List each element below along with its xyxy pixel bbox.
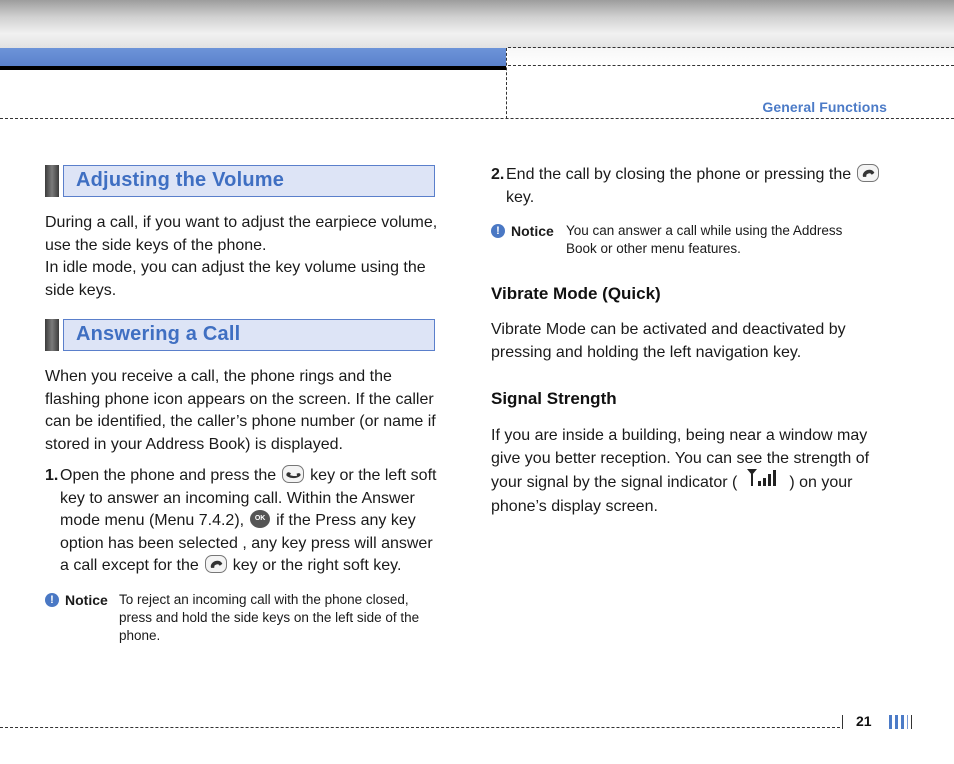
footer-dashed-rule — [0, 727, 840, 728]
footer-bar-2 — [895, 715, 898, 729]
signal-strength-paragraph: If you are inside a building, being near a window may give you better reception. You can see the strength of your signal by the signal indicator ( ) on your phone’s display screen. — [491, 427, 870, 515]
signal-strength-heading: Signal Strength — [491, 389, 617, 408]
footer-bar-4 — [907, 715, 908, 729]
header-right-panel — [508, 48, 954, 66]
notice-answer-while-using — [491, 222, 891, 258]
notice-text: You can answer a call while using the Address Book or other menu features. — [566, 223, 843, 256]
send-key-icon — [282, 465, 304, 483]
heading-title: Adjusting the Volume — [63, 165, 435, 197]
header-gradient-band — [0, 0, 954, 48]
page-number: 21 — [856, 713, 872, 729]
signal-strength-icon — [745, 468, 781, 494]
header-blue-bar — [0, 48, 506, 66]
footer-bar-3 — [901, 715, 904, 729]
step-number: 1. — [45, 467, 59, 484]
volume-paragraph-1: During a call, if you want to adjust the earpiece volume, use the side keys of the phone. — [45, 214, 438, 254]
heading-title: Answering a Call — [63, 319, 435, 351]
vibrate-mode-paragraph: Vibrate Mode can be activated and deactivated by pressing and holding the left navigation key. — [491, 321, 846, 361]
notice-reject-call — [45, 591, 445, 645]
header-dashed-rule-top — [508, 47, 954, 48]
heading-answering-call — [45, 319, 435, 351]
heading-adjusting-volume — [45, 165, 435, 197]
step-1 — [45, 465, 445, 578]
header-black-rule — [0, 66, 506, 70]
header-dashed-rule-bottom — [0, 118, 954, 119]
notice-label: Notice — [511, 223, 554, 239]
notice-icon: ! — [45, 593, 59, 607]
step-number: 2. — [491, 166, 505, 183]
heading-marker — [45, 165, 59, 197]
footer-separator — [842, 715, 843, 729]
step-body: Open the phone and press the key or the left soft key to answer an incoming call. Within the Answer mode menu (Menu 7.4.2), OK if the Press any key option has been selected , any key press will answer a call except for the key or the right soft key. — [60, 465, 445, 578]
vibrate-mode-heading: Vibrate Mode (Quick) — [491, 284, 661, 303]
footer-bar-5 — [911, 715, 912, 729]
notice-icon: ! — [491, 224, 505, 238]
footer-bar-1 — [889, 715, 892, 729]
section-tag: General Functions — [762, 99, 887, 115]
end-key-icon — [205, 555, 227, 573]
step-body: End the call by closing the phone or pressing the key. — [506, 164, 891, 209]
end-key-icon — [857, 164, 879, 182]
volume-paragraph-2: In idle mode, you can adjust the key volume using the side keys. — [45, 259, 426, 299]
header-dashed-rule-mid — [508, 65, 954, 66]
notice-label: Notice — [65, 592, 108, 608]
notice-text: To reject an incoming call with the phone closed, press and hold the side keys on the left side of the phone. — [119, 592, 420, 643]
ok-key-icon: OK — [250, 510, 270, 528]
answer-paragraph: When you receive a call, the phone rings and the flashing phone icon appears on the screen. If the caller can be identified, the caller’s phone number (or name if stored in your Address Book) is displayed. — [45, 368, 436, 453]
header-dashed-divider — [506, 48, 507, 119]
step-2 — [491, 164, 891, 209]
heading-marker — [45, 319, 59, 351]
